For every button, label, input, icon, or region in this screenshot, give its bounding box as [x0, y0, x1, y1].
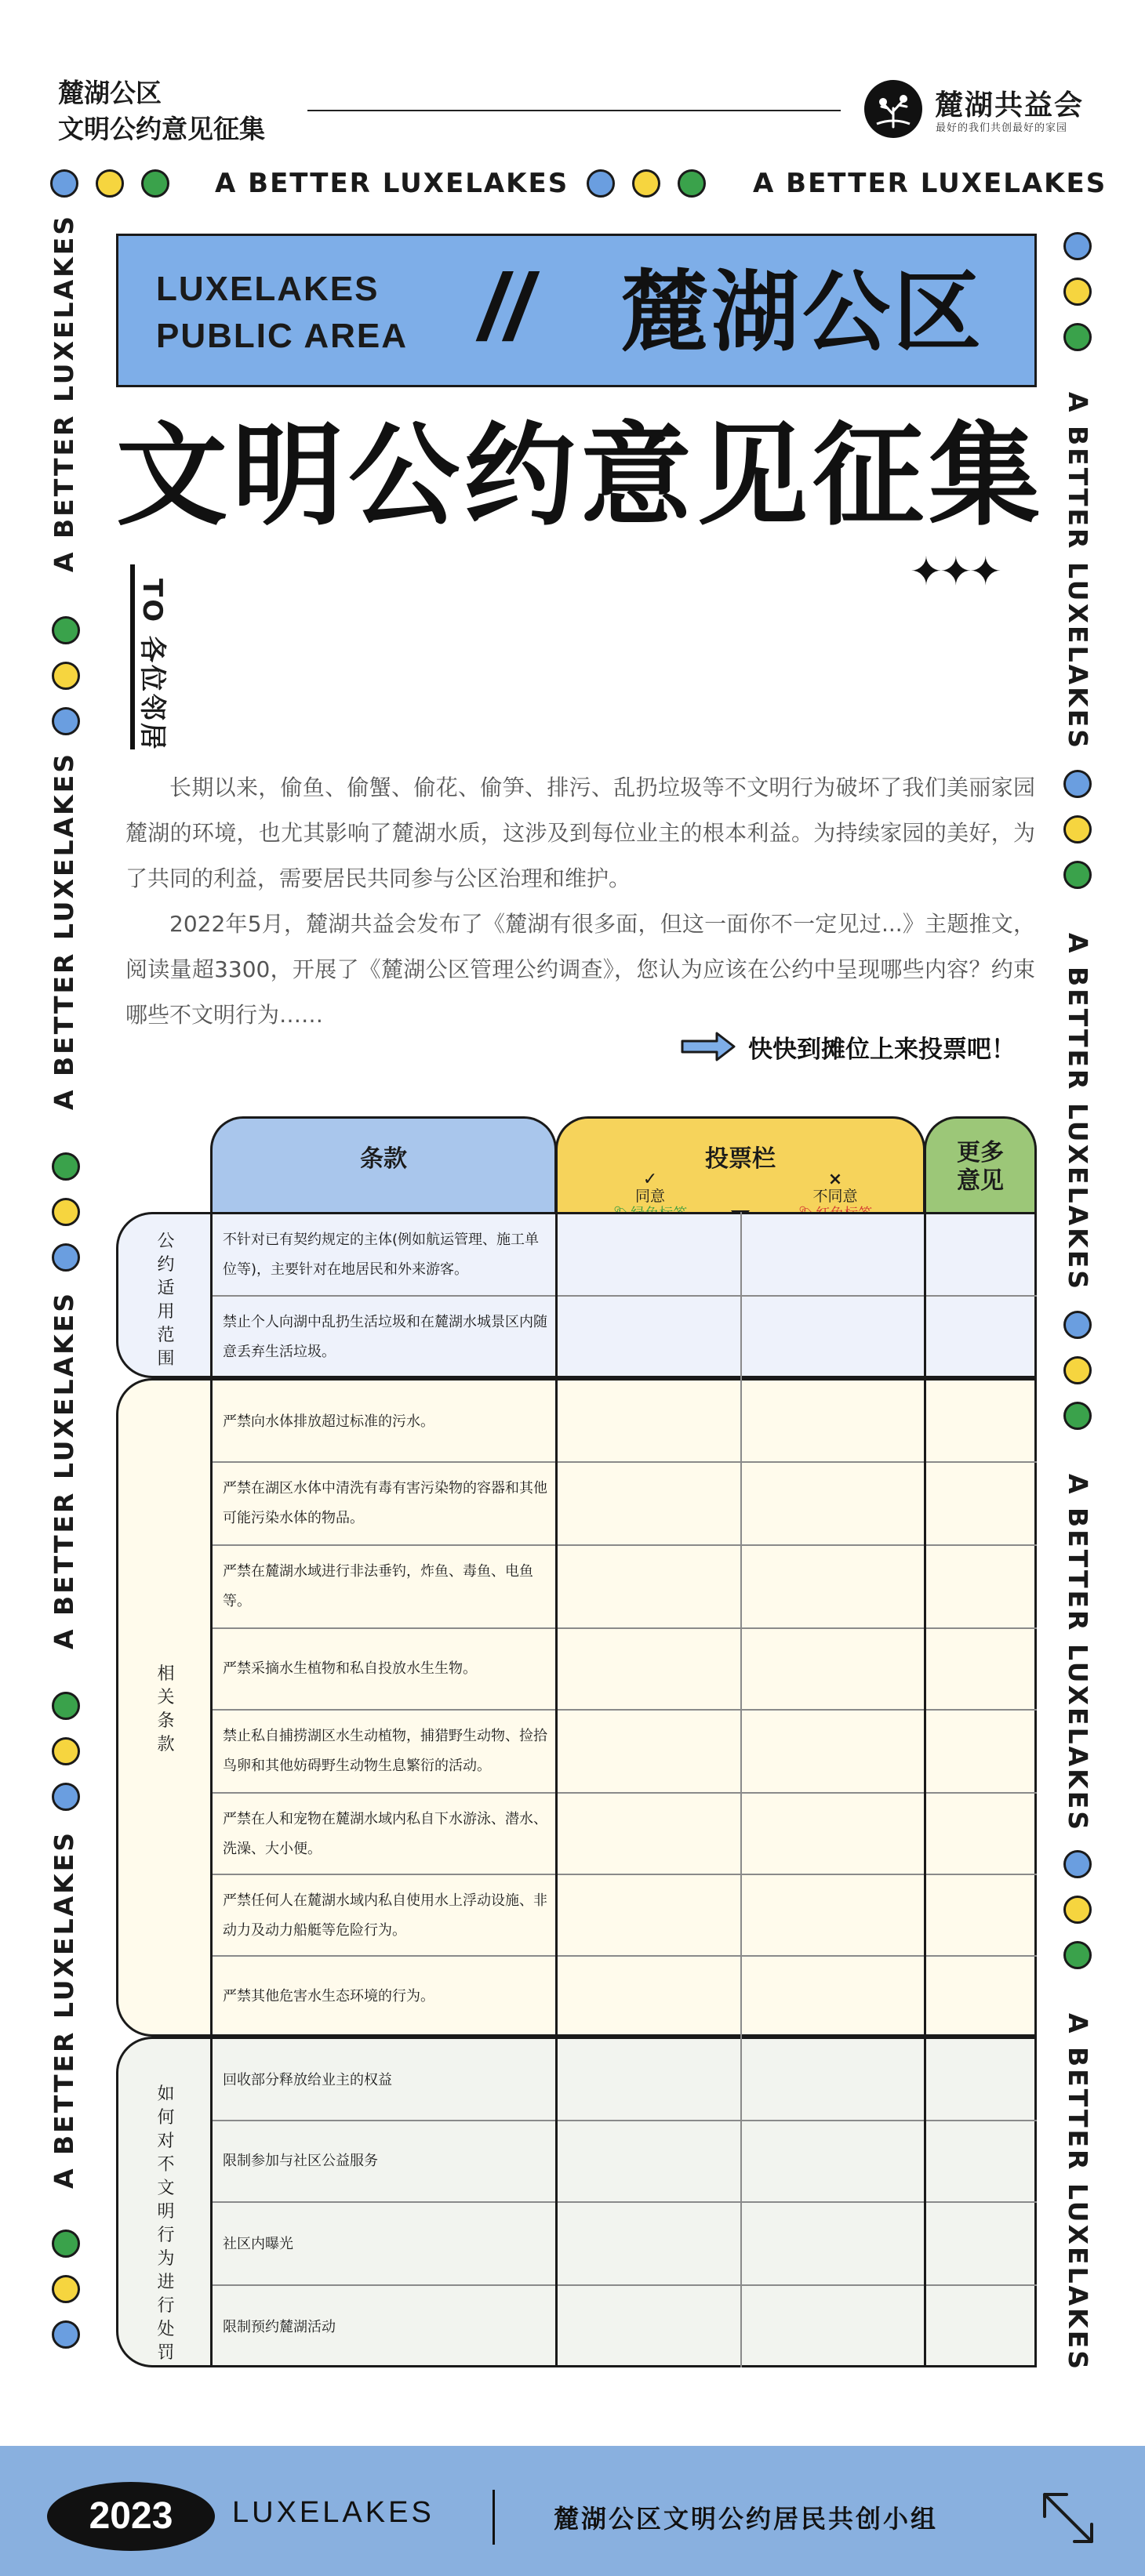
green-dot [1063, 1402, 1092, 1430]
yellow-dot [52, 1737, 80, 1765]
slogan-right-1: A BETTER LUXELAKES [1063, 392, 1093, 751]
footer-year: 2023 [47, 2482, 215, 2551]
star-decoration-icon: ✦✦✦ [910, 549, 999, 594]
clause-text: 不针对已有契约规定的主体(例如航运管理、施工单位等)，主要针对在地居民和外来游客。 [223, 1232, 540, 1278]
slogan-right-2: A BETTER LUXELAKES [1063, 933, 1093, 1292]
vote-call-to-action [679, 1027, 1016, 1066]
yellow-dot [52, 662, 80, 690]
table-row [210, 2201, 1037, 2284]
header-line-2: 文明公约意见征集 [58, 114, 265, 144]
tree-logo-icon [864, 80, 922, 138]
table-row [210, 1295, 1037, 1378]
section-label-text: 公约适用范围 [157, 1232, 175, 1369]
green-dot [52, 1152, 80, 1181]
clause-text: 严禁任何人在麓湖水域内私自使用水上浮动设施、非动力及动力船艇等危险行为。 [223, 1892, 547, 1939]
logo-tagline: 最好的我们共创最好的家园 [936, 122, 1068, 134]
table-row [210, 1544, 1037, 1627]
yellow-dot [52, 1198, 80, 1226]
clause-text: 禁止个人向湖中乱扔生活垃圾和在麓湖水城景区内随意丢弃生活垃圾。 [223, 1314, 547, 1360]
yellow-dot [96, 169, 124, 198]
arrow-down-right-icon [1040, 2490, 1098, 2548]
footer-brand: LUXELAKES [232, 2496, 434, 2529]
section-label-text: 如何对不文明行为进行处罚 [157, 2084, 175, 2363]
yellow-dot [52, 2275, 80, 2303]
clause-text: 严禁向水体排放超过标准的污水。 [223, 1413, 434, 1430]
yellow-dot [1063, 1896, 1092, 1924]
section-label-penalties [116, 2037, 213, 2367]
blue-dot [52, 1243, 80, 1272]
slogan-top-left: A BETTER LUXELAKES [215, 168, 569, 199]
banner-en-line-1: LUXELAKES [156, 270, 380, 308]
column-divider [740, 1212, 742, 2367]
blue-dot [1063, 232, 1092, 260]
clause-text: 严禁在湖区水体中清洗有毒有害污染物的容器和其他可能污染水体的物品。 [223, 1480, 547, 1526]
yellow-dot [632, 169, 660, 198]
green-dot [1063, 861, 1092, 889]
column-header-clause [210, 1116, 557, 1215]
yellow-dot [1063, 1356, 1092, 1384]
column-divider [555, 1212, 558, 2367]
blue-dot [1063, 1311, 1092, 1339]
clause-text: 禁止私自捕捞湖区水生动植物，捕猎野生动物、捡拾鸟卵和其他妨碍野生动物生息繁衍的活动。 [223, 1728, 547, 1774]
header-line-1: 麓湖公区 [58, 78, 162, 108]
table-row [210, 1874, 1037, 1955]
banner-en-line-2: PUBLIC AREA [156, 317, 409, 355]
blue-dot [52, 707, 80, 735]
footer-divider [493, 2490, 495, 2545]
slogan-top-right: A BETTER LUXELAKES [753, 168, 1107, 199]
green-dot [141, 169, 169, 198]
slogan-right-4: A BETTER LUXELAKES [1063, 2013, 1093, 2372]
slogan-left-3: A BETTER LUXELAKES [49, 1290, 79, 1649]
intro-paragraph-1: 长期以来，偷鱼、偷蟹、偷花、偷笋、排污、乱扔垃圾等不文明行为破坏了我们美丽家园麓湖的环境，也尤其影响了麓湖水质，这涉及到每位业主的根本利益。为持续家园的美好，为了共同的利益，需要居民共同参与公区治理和维护。 [125, 775, 1035, 891]
header-divider [307, 110, 841, 111]
agree-label: 同意 [634, 1188, 665, 1205]
table-row [210, 1955, 1037, 2037]
column-divider [924, 1212, 926, 2367]
blue-dot [1063, 770, 1092, 798]
green-dot [678, 169, 706, 198]
section-label-clauses [116, 1378, 213, 2037]
arrow-right-icon [679, 1030, 737, 1063]
table-row [210, 2037, 1037, 2120]
clause-text: 严禁在人和宠物在麓湖水域内私自下水游泳、潜水、洗澡、大小便。 [223, 1811, 547, 1857]
disagree-label: 不同意 [812, 1188, 858, 1205]
clause-text: 社区内曝光 [223, 2236, 293, 2252]
yellow-dot [1063, 815, 1092, 844]
footer-bar [0, 2446, 1145, 2576]
intro-paragraph-2: 2022年5月，麓湖共益会发布了《麓湖有很多面，但这一面你不一定见过...》主题推文，阅读量超3300，开展了《麓湖公区管理公约调查》，您认为应该在公约中呈现哪些内容？约束哪些不文明行为…… [125, 911, 1035, 1028]
column-header-vote [555, 1116, 925, 1215]
column-divider [210, 1212, 213, 2367]
slogan-left-2: A BETTER LUXELAKES [49, 751, 79, 1110]
clause-text: 严禁其他危害水生态环境的行为。 [223, 1988, 434, 2005]
cta-text: 快快到摊位上来投票吧！ [748, 1035, 1016, 1064]
to-accent-bar [130, 564, 135, 749]
check-icon: ✓ [642, 1170, 658, 1189]
clause-text: 严禁采摘水生植物和私自投放水生生物。 [223, 1660, 477, 1677]
banner-english [156, 266, 408, 360]
blue-dot [587, 169, 615, 198]
table-row [210, 1627, 1037, 1709]
page-title: 文明公约意见征集 [116, 412, 1045, 541]
blue-dot [52, 1783, 80, 1811]
blue-dot [52, 2320, 80, 2349]
section-label-text: 相关条款 [157, 1664, 175, 1754]
table-row [210, 1378, 1037, 1461]
footer-group-name: 麓湖公区文明公约居民共创小组 [554, 2504, 939, 2534]
slogan-right-3: A BETTER LUXELAKES [1063, 1474, 1093, 1833]
clause-text: 限制参加与社区公益服务 [223, 2153, 378, 2169]
slogan-left-4: A BETTER LUXELAKES [49, 1830, 79, 2189]
slogan-left-1: A BETTER LUXELAKES [49, 213, 79, 572]
clause-header-label: 条款 [360, 1145, 407, 1173]
green-dot [1063, 1941, 1092, 1969]
vote-header-label: 投票栏 [705, 1145, 776, 1173]
more-opinions-label: 更多意见 [957, 1139, 1004, 1195]
table-row [210, 1461, 1037, 1544]
green-dot [52, 1692, 80, 1720]
table-row [210, 1709, 1037, 1792]
table-row [210, 2284, 1037, 2367]
clause-text: 限制预约麓湖活动 [223, 2319, 336, 2335]
banner-slash: // [479, 255, 532, 360]
clause-text: 回收部分释放给业主的权益 [223, 2072, 392, 2088]
green-dot [1063, 323, 1092, 351]
cross-icon: × [827, 1170, 843, 1189]
blue-dot [1063, 1850, 1092, 1878]
title-banner [116, 234, 1037, 387]
yellow-dot [1063, 278, 1092, 306]
table-row [210, 2120, 1037, 2201]
banner-chinese: 麓湖公区 [620, 262, 984, 364]
green-dot [52, 2230, 80, 2258]
blue-dot [50, 169, 78, 198]
table-row [210, 1212, 1037, 1295]
green-dot [52, 616, 80, 644]
section-label-scope [116, 1212, 213, 1378]
table-row [210, 1792, 1037, 1874]
logo-name: 麓湖共益会 [935, 89, 1085, 122]
column-header-more [924, 1116, 1037, 1215]
clause-text: 严禁在麓湖水域进行非法垂钓，炸鱼、毒鱼、电鱼等。 [223, 1563, 533, 1609]
header-title-block [58, 75, 265, 147]
to-neighbors-label: TO 各位邻居 [136, 579, 168, 752]
